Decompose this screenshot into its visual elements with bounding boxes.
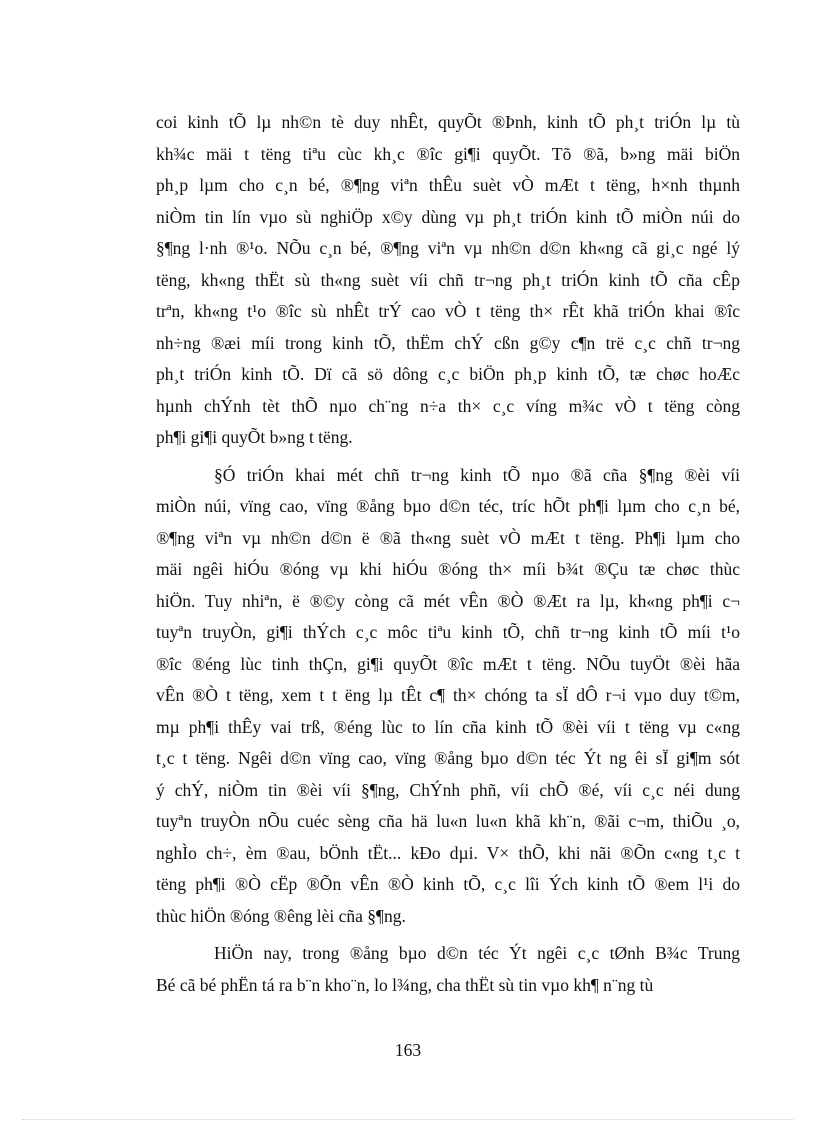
text-line: coi kinh tÕ lµ nh©n tè duy nhÊt, quyÕt ®Þnh, kinh tÕ ph¸t triÓn lµ tù: [156, 112, 740, 132]
text-line: thùc hiÖn ®óng ®êng lèi cña §¶ng.: [156, 905, 406, 926]
text-line: tuyªn truyÒn, gi¶i thÝch c¸c môc tiªu kinh tÕ, chñ tr¬ng kinh tÕ míi t¹o: [156, 622, 740, 642]
page-number: 163: [394, 1040, 422, 1060]
text-line: mµ ph¶i thÊy vai trß, ®éng lùc to lín cña kinh tÕ ®èi víi t tëng vµ c«ng: [156, 716, 740, 737]
paragraph: [156, 107, 740, 454]
text-line: ph¸t triÓn kinh tÕ. Dï cã sö dông c¸c biÖn ph¸p kinh tÕ, tæ chøc hoÆc: [156, 364, 740, 384]
text-line: kh¾c mäi t tëng tiªu cùc kh¸c ®îc gi¶i quyÕt. Tõ ®ã, b»ng mäi biÖn: [156, 143, 740, 164]
text-line: nh÷ng ®æi míi trong kinh tÕ, thËm chÝ cßn g©y c¶n trë c¸c chñ tr¬ng: [156, 332, 740, 353]
text-line: §¶ng l·nh ®¹o. NÕu c¸n bé, ®¶ng viªn vµ nh©n d©n kh«ng cã gi¸c ngé lý: [156, 238, 740, 258]
text-line: mäi ngêi hiÓu ®óng vµ khi hiÓu ®óng th× míi b¾t ®Çu tæ chøc thùc: [156, 559, 740, 579]
text-line: tuyªn truyÒn nÕu cuéc sèng cña hä lu«n lu«n khã kh¨n, ®ãi c¬m, thiÕu ¸o,: [156, 811, 740, 831]
text-line: tëng, kh«ng thËt sù th«ng suèt víi chñ tr¬ng ph¸t triÓn kinh tÕ cña cÊp: [156, 269, 740, 290]
text-line: t¸c t tëng. Ngêi d©n vïng cao, vïng ®ång bµo d©n téc Ýt ng êi sÏ gi¶m sót: [156, 748, 740, 768]
text-line: ý chÝ, niÒm tin ®èi víi §¶ng, ChÝnh phñ, víi chÕ ®é, víi c¸c néi dung: [156, 779, 740, 800]
text-line: miÒn núi, vïng cao, vïng ®ång bµo d©n téc, tríc hÕt ph¶i lµm cho c¸n bé,: [156, 496, 740, 516]
text-line: ph¶i gi¶i quyÕt b»ng t tëng.: [156, 427, 353, 447]
text-line: HiÖn nay, trong ®ång bµo d©n téc Ýt ngêi c¸c tØnh B¾c Trung: [214, 943, 740, 963]
text-line: §Ó triÓn khai mét chñ tr¬ng kinh tÕ nµo ®ã cña §¶ng ®èi víi: [214, 464, 740, 485]
text-line: nghÌo ch÷, èm ®au, bÖnh tËt... kÐo dµi. V× thÕ, khi nãi ®Õn c«ng t¸c t: [156, 842, 740, 863]
body-text: [156, 107, 740, 1007]
text-line: ®îc ®éng lùc tinh thÇn, gi¶i quyÕt ®îc mÆt t tëng. NÕu tuyÖt ®èi hãa: [156, 653, 740, 674]
text-line: ®¶ng viªn vµ nh©n d©n ë ®ã th«ng suèt vÒ mÆt t tëng. Ph¶i lµm cho: [156, 527, 740, 548]
text-line: hiÖn. Tuy nhiªn, ë ®©y còng cã mét vÊn ®Ò ®Æt ra lµ, kh«ng ph¶i c¬: [156, 590, 740, 611]
text-line: niÒm tin lín vµo sù nghiÖp x©y dùng vµ ph¸t triÓn kinh tÕ miÒn núi do: [156, 206, 740, 227]
text-line: Bé cã bé phËn tá ra b¨n kho¨n, lo l¾ng, cha thËt sù tin vµo kh¶ n¨ng tù: [156, 974, 654, 995]
text-line: vÊn ®Ò t tëng, xem t t ëng lµ tÊt c¶ th× chóng ta sÏ dÔ r¬i vµo duy t©m,: [156, 685, 740, 705]
text-line: trªn, kh«ng t¹o ®îc sù nhÊt trÝ cao vÒ t tëng th× rÊt khã triÓn khai ®îc: [156, 301, 740, 321]
paragraph: [156, 938, 740, 1001]
page-bottom-divider: [22, 1119, 794, 1120]
text-line: tëng ph¶i ®Ò cËp ®Õn vÊn ®Ò kinh tÕ, c¸c lîi Ých kinh tÕ ®em l¹i do: [156, 874, 740, 894]
paragraph: [156, 460, 740, 933]
text-line: hµnh chÝnh tèt thÕ nµo ch¨ng n÷a th× c¸c víng m¾c vÒ t tëng còng: [156, 395, 740, 416]
text-line: ph¸p lµm cho c¸n bé, ®¶ng viªn thÊu suèt vÒ mÆt t tëng, h×nh thµnh: [156, 175, 740, 195]
